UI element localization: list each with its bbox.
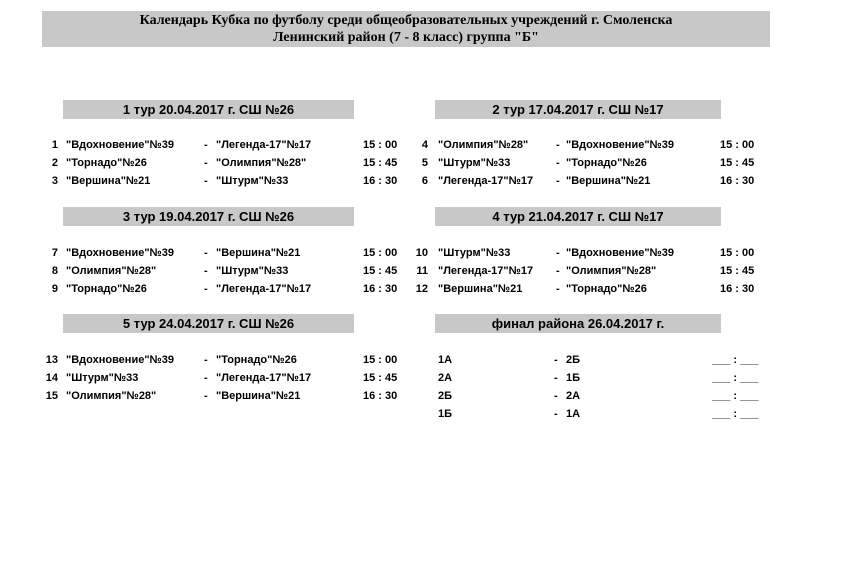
home-team: "Вдохновение"№39	[66, 354, 175, 366]
match-dash: -	[204, 157, 208, 169]
home-team: 2Б	[438, 390, 453, 402]
match-number: 8	[51, 265, 58, 277]
match-time: 15 : 00	[363, 139, 398, 151]
match-time: 16 : 30	[363, 283, 398, 295]
away-team: 1Б	[566, 372, 581, 384]
page-title	[42, 11, 770, 47]
match-dash: -	[556, 157, 560, 169]
match-number: 1	[51, 139, 58, 151]
match-dash: -	[204, 372, 208, 384]
match-number: 4	[421, 139, 428, 151]
match-number: 3	[51, 175, 58, 187]
match-number: 9	[51, 283, 58, 295]
match-number: 12	[415, 283, 428, 295]
score-blank: ___ : ___	[712, 390, 759, 402]
away-team: "Легенда-17"№17	[216, 372, 312, 384]
home-team: "Штурм"№33	[66, 372, 139, 384]
match-dash: -	[556, 265, 560, 277]
home-team: "Штурм"№33	[438, 157, 511, 169]
match-dash: -	[204, 283, 208, 295]
away-team: 1А	[566, 408, 581, 420]
home-team: "Легенда-17"№17	[438, 265, 534, 277]
home-team: "Олимпия"№28"	[438, 139, 529, 151]
match-time: 16 : 30	[363, 175, 398, 187]
match-time: 15 : 45	[363, 372, 398, 384]
match-dash: -	[204, 175, 208, 187]
match-time: 15 : 45	[363, 265, 398, 277]
home-team: "Вершина"№21	[438, 283, 523, 295]
away-team: "Вершина"№21	[216, 247, 301, 259]
match-number: 2	[51, 157, 58, 169]
away-team: "Олимпия"№28"	[216, 157, 307, 169]
match-dash: -	[554, 354, 558, 366]
match-dash: -	[204, 354, 208, 366]
away-team: "Легенда-17"№17	[216, 139, 312, 151]
match-time: 15 : 00	[363, 354, 398, 366]
round-header: 3 тур 19.04.2017 г. СШ №26	[63, 207, 354, 226]
score-blank: ___ : ___	[712, 354, 759, 366]
match-dash: -	[204, 390, 208, 402]
round-header: 1 тур 20.04.2017 г. СШ №26	[63, 100, 354, 119]
home-team: "Легенда-17"№17	[438, 175, 534, 187]
match-number: 5	[421, 157, 428, 169]
home-team: "Торнадо"№26	[66, 283, 147, 295]
home-team: "Вдохновение"№39	[66, 139, 175, 151]
away-team: 2Б	[566, 354, 581, 366]
match-number: 15	[45, 390, 58, 402]
match-time: 15 : 45	[363, 157, 398, 169]
home-team: "Штурм"№33	[438, 247, 511, 259]
away-team: "Вершина"№21	[216, 390, 301, 402]
away-team: "Торнадо"№26	[216, 354, 297, 366]
title-line-1: Календарь Кубка по футболу среди общеобразовательных учреждений г. Смоленска	[139, 13, 673, 28]
home-team: 1Б	[438, 408, 453, 420]
match-dash: -	[554, 372, 558, 384]
match-dash: -	[556, 283, 560, 295]
home-team: 2А	[438, 372, 453, 384]
match-time: 15 : 45	[720, 265, 755, 277]
away-team: "Торнадо"№26	[566, 283, 647, 295]
match-number: 13	[45, 354, 58, 366]
match-time: 16 : 30	[363, 390, 398, 402]
home-team: "Вдохновение"№39	[66, 247, 175, 259]
match-dash: -	[554, 390, 558, 402]
home-team: "Олимпия"№28"	[66, 390, 157, 402]
match-number: 11	[416, 265, 428, 277]
match-number: 14	[45, 372, 58, 384]
match-number: 10	[415, 247, 428, 259]
match-dash: -	[556, 175, 560, 187]
match-dash: -	[556, 139, 560, 151]
home-team: 1А	[438, 354, 453, 366]
away-team: "Штурм"№33	[216, 265, 289, 277]
match-number: 7	[51, 247, 58, 259]
away-team: "Вдохновение"№39	[566, 247, 675, 259]
round-header: 4 тур 21.04.2017 г. СШ №17	[435, 207, 721, 226]
match-time: 16 : 30	[720, 283, 755, 295]
away-team: "Вдохновение"№39	[566, 139, 675, 151]
match-dash: -	[554, 408, 558, 420]
final-header: финал района 26.04.2017 г.	[435, 314, 721, 333]
match-time: 15 : 00	[720, 139, 755, 151]
match-dash: -	[204, 247, 208, 259]
match-time: 15 : 45	[720, 157, 755, 169]
home-team: "Торнадо"№26	[66, 157, 147, 169]
home-team: "Олимпия"№28"	[66, 265, 157, 277]
home-team: "Вершина"№21	[66, 175, 151, 187]
away-team: "Штурм"№33	[216, 175, 289, 187]
away-team: "Олимпия"№28"	[566, 265, 657, 277]
match-number: 6	[421, 175, 428, 187]
score-blank: ___ : ___	[712, 408, 759, 420]
title-line-2: Ленинский район (7 - 8 класс) группа "Б"	[273, 30, 539, 45]
away-team: 2А	[566, 390, 581, 402]
match-dash: -	[556, 247, 560, 259]
match-time: 15 : 00	[720, 247, 755, 259]
match-dash: -	[204, 139, 208, 151]
away-team: "Легенда-17"№17	[216, 283, 312, 295]
score-blank: ___ : ___	[712, 372, 759, 384]
away-team: "Торнадо"№26	[566, 157, 647, 169]
match-time: 15 : 00	[363, 247, 398, 259]
round-header: 5 тур 24.04.2017 г. СШ №26	[63, 314, 354, 333]
match-time: 16 : 30	[720, 175, 755, 187]
away-team: "Вершина"№21	[566, 175, 651, 187]
round-header: 2 тур 17.04.2017 г. СШ №17	[435, 100, 721, 119]
match-dash: -	[204, 265, 208, 277]
